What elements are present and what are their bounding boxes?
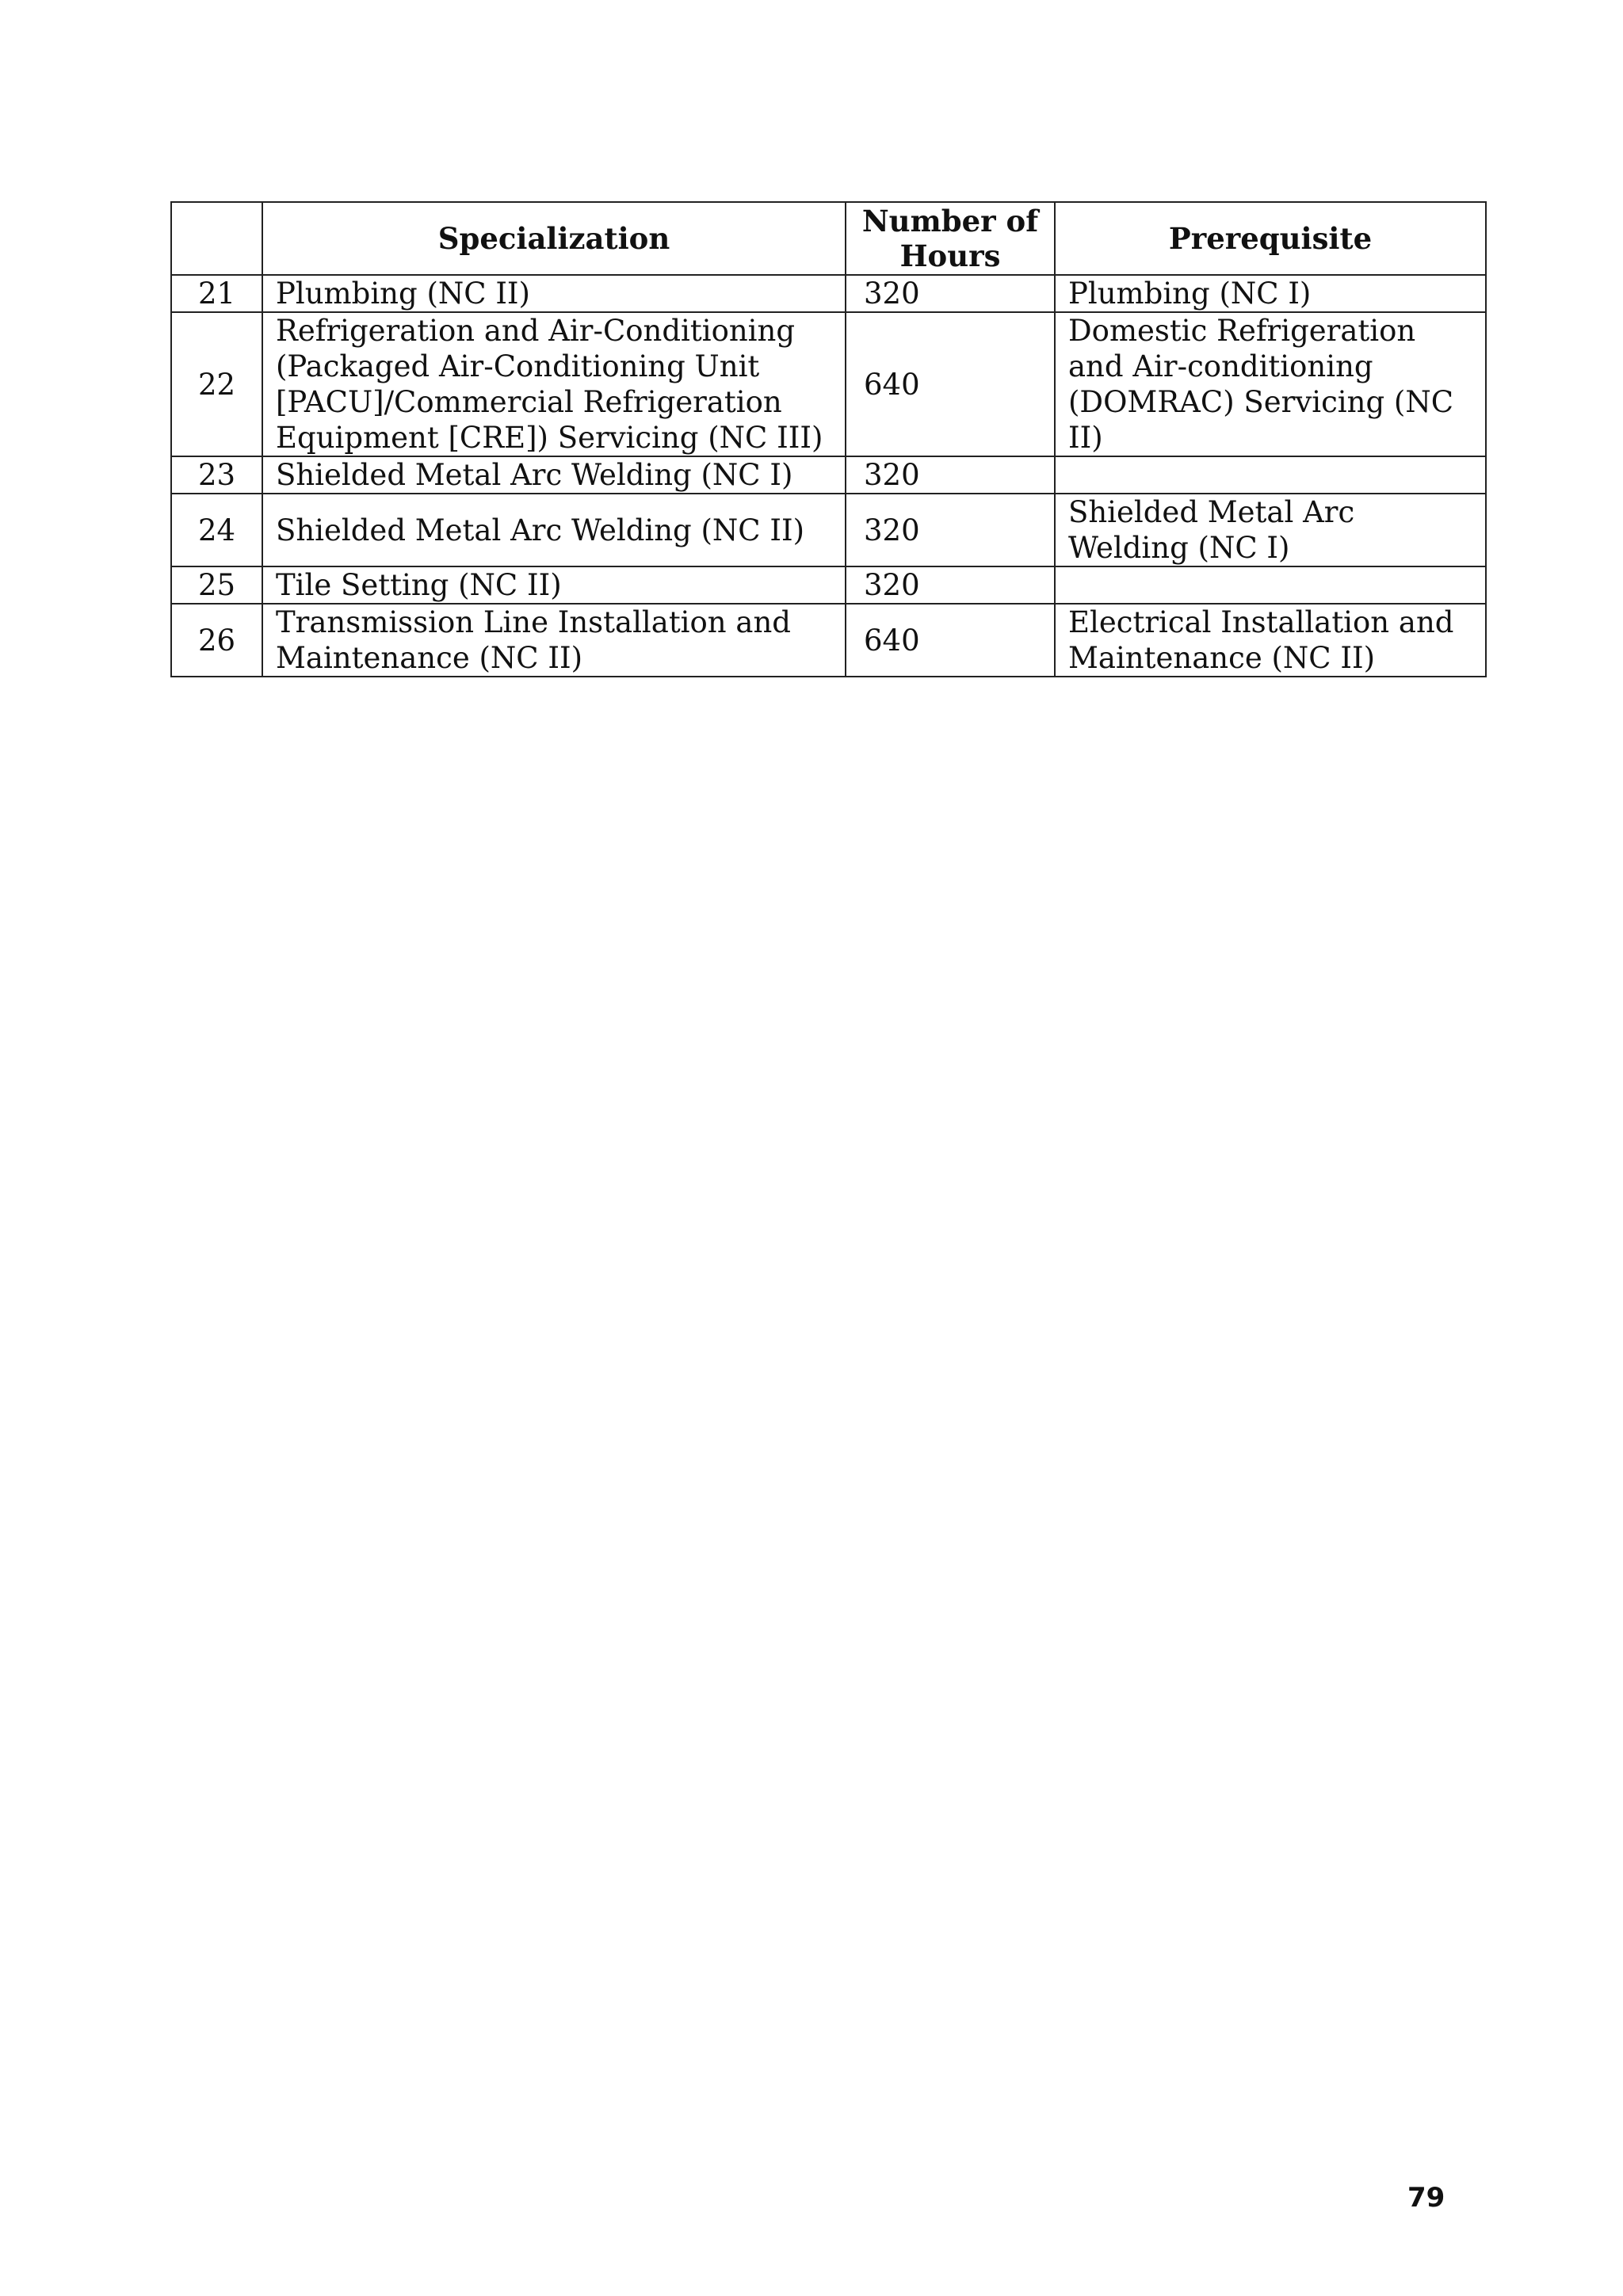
table-row [171, 494, 1486, 566]
table-row [171, 604, 1486, 677]
row-number: 21 [171, 275, 262, 312]
table-row [171, 566, 1486, 604]
table-row [171, 275, 1486, 312]
header-specialization: Specialization [262, 202, 846, 275]
row-hours: 640 [846, 604, 1055, 677]
row-prerequisite: Electrical Installation and Maintenance (NC II) [1055, 604, 1486, 677]
table-row [171, 312, 1486, 456]
row-hours: 320 [846, 494, 1055, 566]
row-prerequisite: Plumbing (NC I) [1055, 275, 1486, 312]
specialization-table [170, 201, 1487, 677]
header-prerequisite: Prerequisite [1055, 202, 1486, 275]
table-row [171, 456, 1486, 494]
header-number [171, 202, 262, 275]
page-number: 79 [1407, 2182, 1445, 2214]
row-specialization: Shielded Metal Arc Welding (NC II) [262, 494, 846, 566]
row-number: 24 [171, 494, 262, 566]
row-hours: 320 [846, 456, 1055, 494]
row-prerequisite [1055, 456, 1486, 494]
row-number: 22 [171, 312, 262, 456]
table-header-row [171, 202, 1486, 275]
row-hours: 320 [846, 566, 1055, 604]
row-specialization: Shielded Metal Arc Welding (NC I) [262, 456, 846, 494]
header-hours: Number of Hours [846, 202, 1055, 275]
row-hours: 320 [846, 275, 1055, 312]
row-prerequisite [1055, 566, 1486, 604]
row-hours: 640 [846, 312, 1055, 456]
row-specialization: Plumbing (NC II) [262, 275, 846, 312]
row-number: 26 [171, 604, 262, 677]
row-number: 23 [171, 456, 262, 494]
row-specialization: Tile Setting (NC II) [262, 566, 846, 604]
row-prerequisite: Domestic Refrigeration and Air-conditioning (DOMRAC) Servicing (NC II) [1055, 312, 1486, 456]
row-specialization: Refrigeration and Air-Conditioning (Packaged Air-Conditioning Unit [PACU]/Commercial Refrigeration Equipment [CRE]) Servicing (NC III) [262, 312, 846, 456]
row-specialization: Transmission Line Installation and Maintenance (NC II) [262, 604, 846, 677]
row-number: 25 [171, 566, 262, 604]
row-prerequisite: Shielded Metal Arc Welding (NC I) [1055, 494, 1486, 566]
